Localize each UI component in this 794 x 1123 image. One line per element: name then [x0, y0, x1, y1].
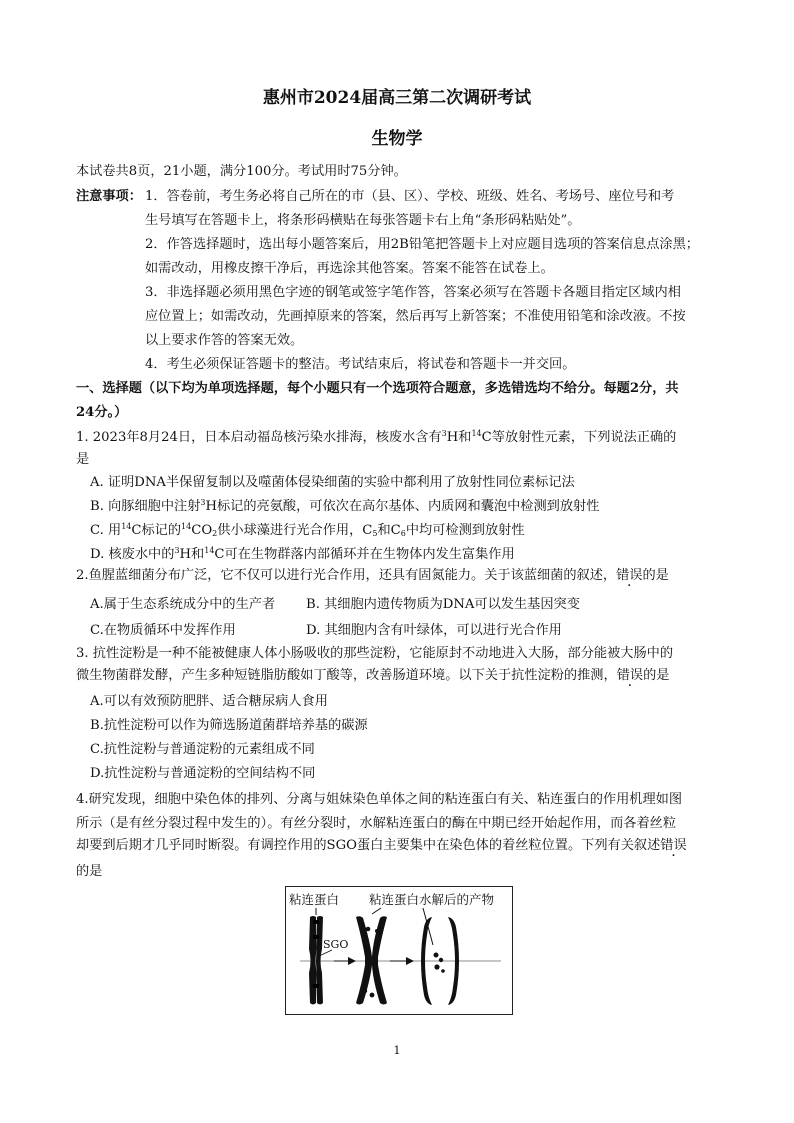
- notice-line: 生号填写在答题卡上，将条形码横贴在每张答题卡右上角“条形码粘贴处”。: [145, 213, 581, 228]
- q2-option-d: D. 其细胞内含有叶绿体，可以进行光合作用: [306, 623, 562, 638]
- q1-option-d: D. 核废水中的$^3$H和$^{14}$C可在生物群落内部循环并在生物体内发生富集作用: [90, 546, 515, 562]
- q3-stem-cont: 微生物菌群发酵，产生多种短链脂肪酸如丁酸等，改善肠道环境。以下关于抗性淀粉的推测，错误的是: [76, 668, 670, 683]
- figure-label-sgo: SGO: [323, 938, 349, 951]
- section-heading-cont: 24分。）: [76, 405, 128, 420]
- notice-line: 应位置上；如需改动，先画掉原来的答案，然后再写上新答案；不准使用铅笔和涂改液。不按: [145, 309, 686, 324]
- figure-label-product: 粘连蛋白水解后的产物: [369, 892, 495, 907]
- figure-label-cohesin: 粘连蛋白: [289, 892, 340, 907]
- exam-intro: 本试卷共8页，21小题，满分100分。考试用时75分钟。: [76, 164, 407, 179]
- page-number: 1: [393, 1044, 401, 1057]
- q3-stem: 3. 抗性淀粉是一种不能被健康人体小肠吸收的那些淀粉，它能原封不动地进入大肠，部分能被大肠中的: [76, 646, 674, 661]
- cohesin-diagram: [286, 887, 512, 1014]
- chromosome-intact: [309, 916, 323, 1005]
- q2-emphasis: 错误: [616, 568, 643, 583]
- q2-option-b: B. 其细胞内遗传物质为DNA可以发生基因突变: [306, 597, 580, 612]
- q4-emphasis: 错误: [660, 838, 687, 853]
- q2-stem: 2.鱼腥蓝细菌分布广泛，它不仅可以进行光合作用，还具有固氮能力。关于该蓝细菌的叙述，错误的是: [76, 568, 669, 583]
- arrow-head-icon: [406, 957, 414, 965]
- pointer-line: [372, 908, 381, 914]
- q4-stem-end: 的是: [76, 864, 103, 879]
- q1-stem: 1. 2023年8月24日，日本启动福岛核污染水排海，核废水含有$^3$H和$^{14}$C等放射性元素，下列说法正确的: [76, 429, 677, 445]
- notice-line: 2．作答选择题时，选出每小题答案后，用2B铅笔把答题卡上对应题目选项的答案信息点涂黑；: [145, 237, 699, 252]
- chromosome-separating: [356, 916, 387, 1004]
- notice-line: 3．非选择题必须用黑色字迹的钢笔或签字笔作答，答案必须写在答题卡各题目指定区域内相: [145, 285, 681, 300]
- q4-stem-cont: 所示（是有丝分裂过程中发生的）。有丝分裂时，水解粘连蛋白的酶在中期已经开始起作用，而各着丝粒: [76, 816, 677, 831]
- notice-line: 如需改动，用橡皮擦干净后，再选涂其他答案。答案不能答在试卷上。: [145, 261, 554, 276]
- exam-title: 惠州市2024届高三第二次调研考试: [262, 88, 532, 108]
- q3-option-b: B.抗性淀粉可以作为筛选肠道菌群培养基的碳源: [90, 718, 368, 733]
- subject-title: 生物学: [371, 129, 423, 149]
- q1-stem-cont: 是: [76, 452, 90, 467]
- section-heading: 一、选择题（以下均为单项选择题，每个小题只有一个选项符合题意，多选错选均不给分。每题2分，共: [76, 381, 679, 396]
- arrow-head-icon: [348, 957, 356, 965]
- q3-option-a: A.可以有效预防肥胖、适合糖尿病人食用: [90, 694, 328, 709]
- q2-option-c: C.在物质循环中发挥作用: [90, 623, 236, 638]
- q1-option-a: A. 证明DNA半保留复制以及噬菌体侵染细菌的实验中都利用了放射性同位素标记法: [90, 475, 575, 490]
- q3-option-d: D.抗性淀粉与普通淀粉的空间结构不同: [90, 766, 316, 781]
- q2-option-a: A.属于生态系统成分中的生产者: [90, 597, 276, 612]
- q1-option-c: C. 用$^{14}$C标记的$^{14}CO_2$供小球藻进行光合作用，$C_5$和$C_6$中均可检测到放射性: [90, 522, 525, 538]
- q4-stem: 4.研究发现，细胞中染色体的排列、分离与姐妹染色单体之间的粘连蛋白有关、粘连蛋白的作用机理如图: [76, 792, 683, 807]
- q3-emphasis: 错误: [616, 668, 644, 683]
- q1-option-b: B. 向豚细胞中注射$^3$H标记的亮氨酸，可依次在高尔基体、内质网和囊泡中检测到放射性: [90, 498, 600, 514]
- notice-line: 1．答卷前，考生务必将自己所在的市（县、区）、学校、班级、姓名、考场号、座位号和考: [145, 189, 675, 204]
- notice-line: 4．考生必须保证答题卡的整洁。考试结束后，将试卷和答题卡一并交回。: [145, 357, 576, 372]
- notice-label: 注意事项：: [76, 189, 142, 204]
- notice-line: 以上要求作答的答案无效。: [145, 333, 304, 348]
- q3-option-c: C.抗性淀粉与普通淀粉的元素组成不同: [90, 742, 315, 757]
- q4-stem-cont: 却要到后期才几乎同时断裂。有调控作用的SGO蛋白主要集中在染色体的着丝粒位置。下列有关叙述错误: [76, 838, 687, 853]
- cohesin-figure: [285, 886, 513, 1015]
